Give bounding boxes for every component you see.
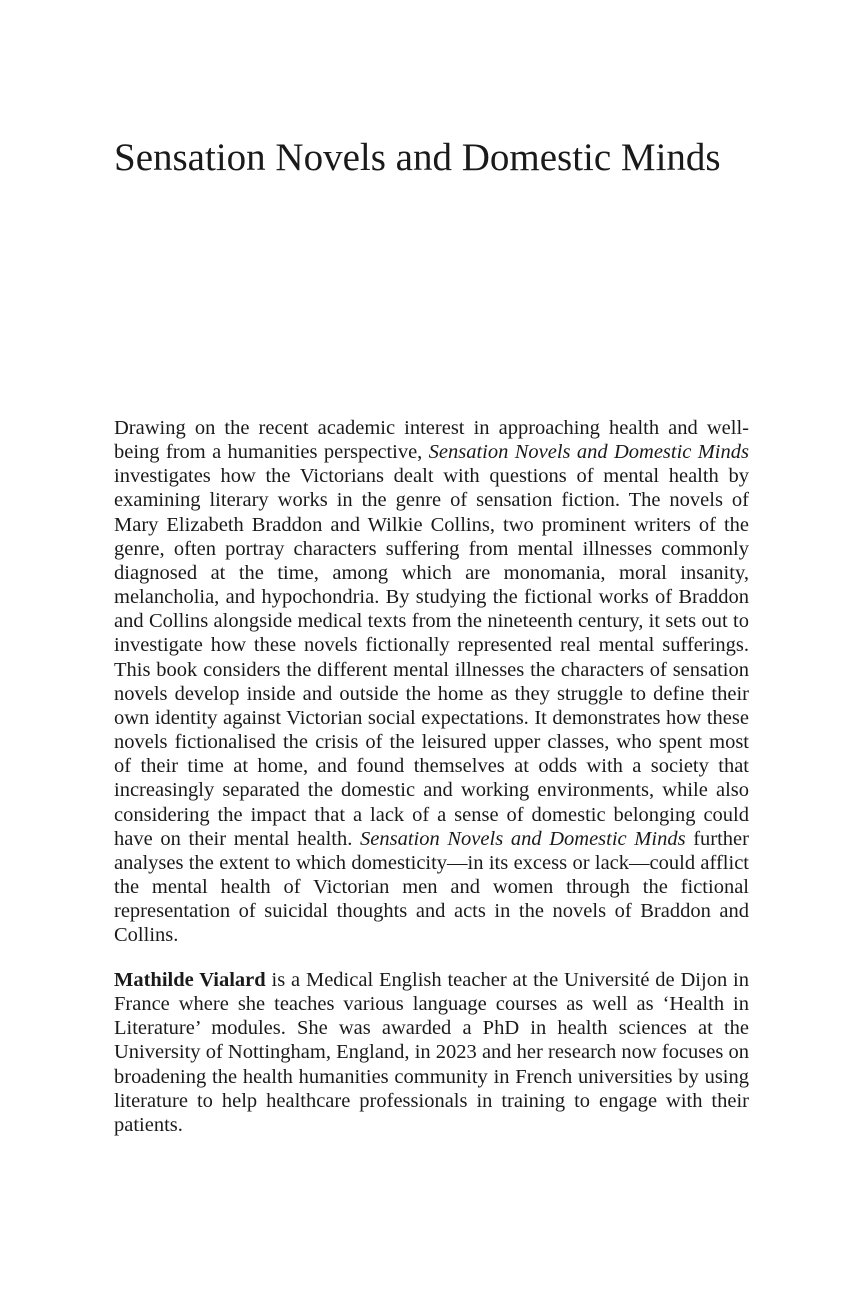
description-text: investigates how the Victorians dealt with questions of mental health by examining literary works in the genre of sensation fiction. The novels of Mary Elizabeth Braddon and Wilkie Collins, two prominent writers of the genre, often portray characters suffering from mental illnesses commonly diagnosed at the time, among which are monomania, moral insanity, melancholia, and hypochondria. By studying the fictional works of Braddon and Collins alongside medical texts from the nineteenth century, it sets out to investigate how these novels fictionally represented real mental sufferings. This book considers the different mental illnesses the characters of sensation novels develop inside and outside the home as they struggle to define their own identity against Victorian social expectations. It demonstrates how these novels fictionalised the crisis of the leisured upper classes, who spent most of their time at home, and found themselves at odds with a society that increasingly separated the domestic and working environments, while also considering the impact that a lack of a sense of domestic belonging could have on their mental health.	[114, 465, 749, 850]
author-name: Mathilde Vialard	[114, 969, 266, 991]
book-title-italic: Sensation Novels and Domestic Minds	[360, 827, 686, 850]
page-title: Sensation Novels and Domestic Minds	[114, 136, 721, 179]
author-bio	[114, 968, 749, 1137]
book-title-italic: Sensation Novels and Domestic Minds	[428, 441, 749, 464]
description-text: further analyses the extent to which domesticity—in its excess or lack—could afflict the mental health of Victorian men and women through the fictional representation of suicidal thoughts and acts in the novels of Braddon and Collins.	[114, 827, 749, 947]
description-text: Drawing on the recent academic interest in approaching health and well-being from a humanities perspective,	[114, 417, 749, 464]
book-description	[114, 416, 749, 947]
author-bio-text: is a Medical English teacher at the Université de Dijon in France where she teaches various language courses as well as ‘Health in Literature’ modules. She was awarded a PhD in health sciences at the University of Nottingham, England, in 2023 and her research now focuses on broadening the health humanities community in French universities by using literature to help healthcare professionals in training to engage with their patients.	[114, 969, 749, 1136]
